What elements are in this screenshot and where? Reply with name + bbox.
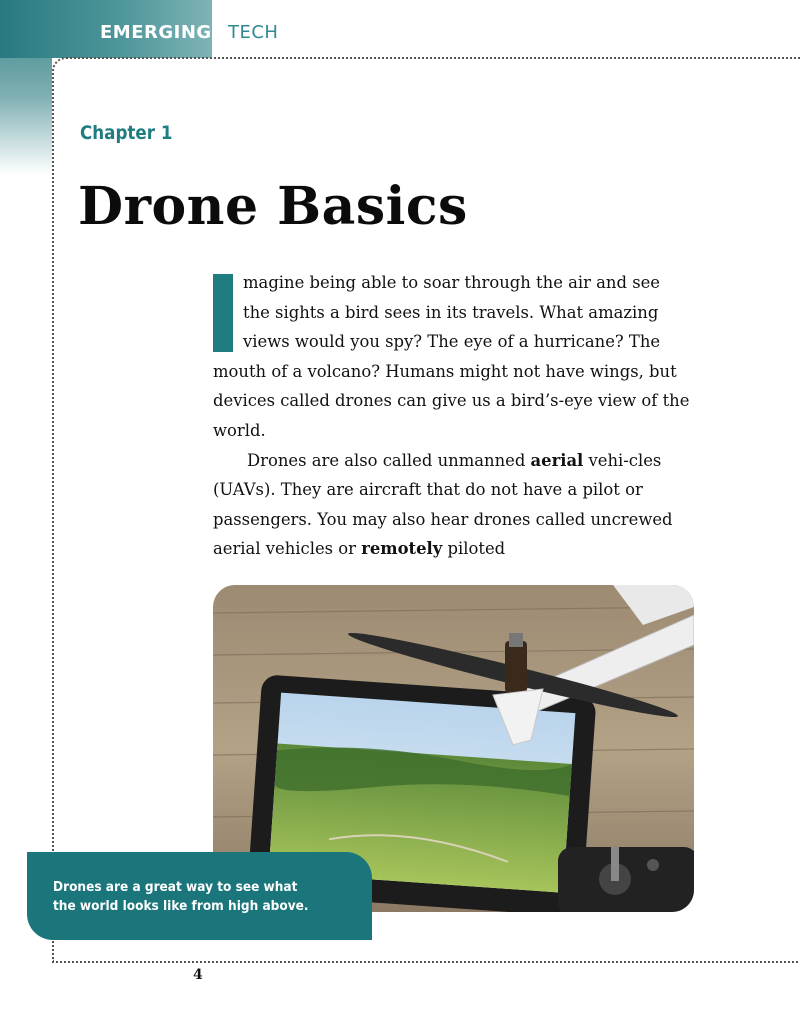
paragraph-1 [213,268,691,446]
page-number: 4 [193,967,203,983]
paragraph-2 [213,446,691,564]
drop-cap-bar [213,274,233,352]
keyword-remotely: remotely [361,539,443,559]
paragraph-2-text-2: vehi-cles (UAVs). They are aircraft that do not have a pilot or passengers. You may also hear drones called uncrewed aerial vehicles or [213,450,673,559]
series-name-tech: TECH [228,22,279,43]
paragraph-1-text: magine being able to soar through the air and see the sights a bird sees in its travels. What amazing views would you spy? The eye of a hurricane? The mouth of a volcano? Humans might not have wings, but devices called drones can give us a bird’s-eye view of the world. [213,273,690,440]
caption-text: Drones are a great way to see what the world looks like from high above. [53,879,309,914]
series-name-emerging: EMERGING [100,22,212,43]
paragraph-2-text-3: piloted [442,539,506,559]
chapter-title: Drone Basics [78,176,468,237]
keyword-aerial: aerial [530,450,584,470]
paragraph-2-text-1: Drones are also called unmanned [247,450,531,470]
chapter-label: Chapter 1 [80,122,173,144]
caption-box [27,852,372,940]
body-text [213,268,691,564]
